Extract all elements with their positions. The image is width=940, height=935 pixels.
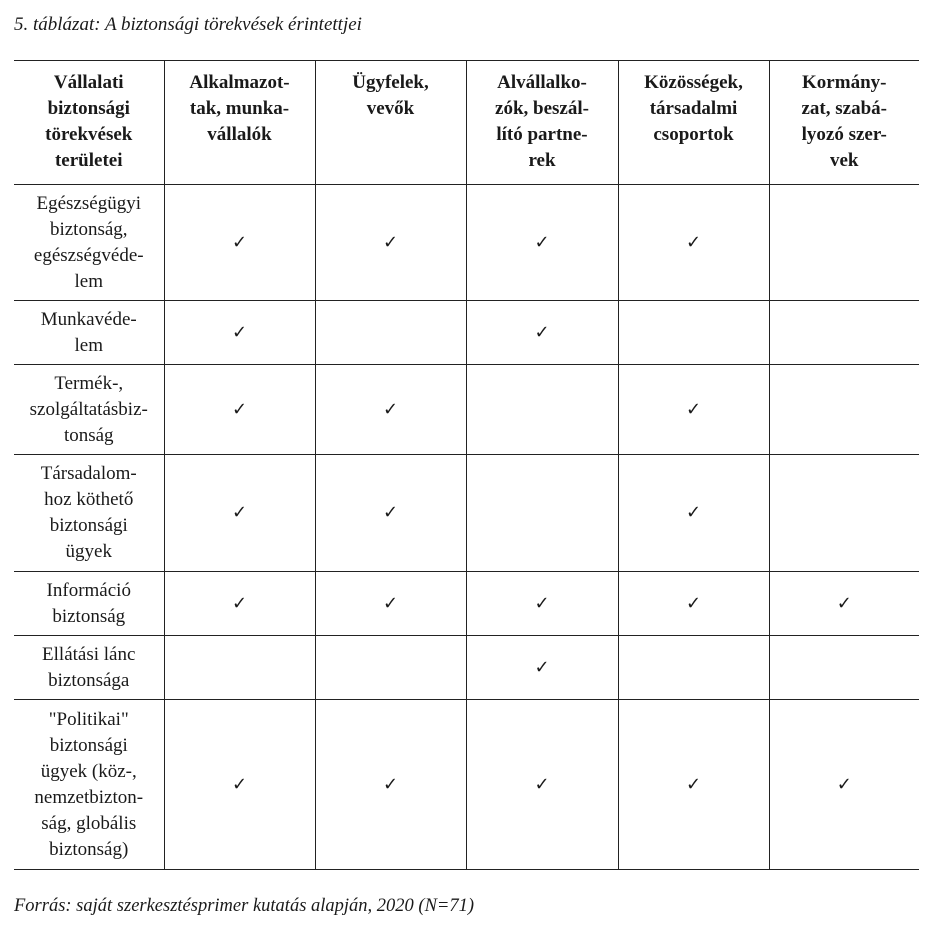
checkmark-icon: ✓ bbox=[231, 321, 248, 343]
column-header-line: vevők bbox=[366, 98, 415, 119]
column-header-line: rek bbox=[528, 150, 556, 171]
row-label-line: "Politikai" bbox=[48, 708, 129, 730]
table-cell bbox=[466, 185, 618, 301]
column-header-line: zat, szabá- bbox=[801, 98, 887, 119]
checkmark-icon: ✓ bbox=[836, 592, 852, 614]
source-note: Forrás: saját szerkesztésprimer kutatás alapján, 2020 (N=71) bbox=[14, 896, 475, 916]
table-cell bbox=[618, 700, 769, 870]
column-header-line: törekvések bbox=[45, 124, 133, 145]
row-label bbox=[14, 185, 164, 301]
table-cell bbox=[618, 185, 769, 301]
table-cell bbox=[315, 301, 466, 365]
table-cell bbox=[466, 301, 618, 365]
table-caption: 5. táblázat: A biztonsági törekvések érintettjei bbox=[14, 14, 362, 35]
table-cell bbox=[466, 636, 618, 700]
checkmark-icon: ✓ bbox=[685, 773, 702, 795]
table-cell bbox=[466, 572, 618, 636]
table-cell bbox=[618, 365, 769, 455]
checkmark-icon: ✓ bbox=[685, 231, 702, 253]
table-cell bbox=[769, 185, 919, 301]
row-label-line: ság, globális bbox=[41, 812, 137, 834]
table-body bbox=[14, 185, 919, 870]
checkmark-icon: ✓ bbox=[231, 592, 248, 614]
row-label-line: Termék-, bbox=[54, 372, 124, 394]
checkmark-icon: ✓ bbox=[382, 502, 399, 523]
checkmark-icon: ✓ bbox=[685, 502, 702, 523]
table-cell bbox=[315, 365, 466, 455]
column-header-line: Kormány- bbox=[802, 72, 887, 93]
row-label-line: ügyek (köz-, bbox=[40, 760, 137, 782]
table-cell bbox=[466, 455, 618, 572]
column-header-5 bbox=[769, 61, 919, 185]
table-cell bbox=[769, 636, 919, 700]
table-row bbox=[14, 700, 919, 870]
table-cell bbox=[769, 301, 919, 365]
column-header-line: lító partne- bbox=[496, 124, 588, 145]
checkmark-icon: ✓ bbox=[231, 231, 248, 253]
table-cell bbox=[164, 301, 315, 365]
column-header-line: Alkalmazot- bbox=[189, 72, 290, 93]
table-cell bbox=[769, 455, 919, 572]
table-row bbox=[14, 572, 919, 636]
row-label-line: Társadalom- bbox=[40, 463, 137, 484]
row-label-line: lem bbox=[74, 334, 103, 356]
row-label-line: Munkavéde- bbox=[40, 308, 137, 330]
table-cell bbox=[164, 636, 315, 700]
checkmark-icon: ✓ bbox=[231, 773, 248, 795]
row-label-line: nemzetbizton- bbox=[34, 786, 144, 808]
row-label-line: szolgáltatásbiz- bbox=[29, 398, 148, 420]
row-label-line: Ellátási lánc bbox=[42, 643, 136, 665]
table-cell bbox=[315, 636, 466, 700]
checkmark-icon: ✓ bbox=[382, 592, 399, 614]
row-label bbox=[14, 455, 164, 572]
table-cell bbox=[315, 185, 466, 301]
column-header-line: tak, munka- bbox=[189, 98, 290, 119]
checkmark-icon: ✓ bbox=[685, 592, 702, 614]
checkmark-icon: ✓ bbox=[382, 231, 399, 253]
table-cell bbox=[315, 700, 466, 870]
row-label-line: biztonsága bbox=[48, 669, 130, 691]
row-label-line: tonság bbox=[63, 424, 114, 446]
column-header-line: területei bbox=[54, 150, 123, 171]
column-header-line: csoportok bbox=[653, 124, 734, 145]
row-label-line: hoz köthető bbox=[44, 489, 134, 510]
row-label-line: Információ bbox=[46, 579, 131, 601]
table-row bbox=[14, 455, 919, 572]
table-cell bbox=[618, 455, 769, 572]
checkmark-icon: ✓ bbox=[534, 773, 550, 795]
row-label bbox=[14, 572, 164, 636]
row-label-line: biztonság) bbox=[49, 838, 129, 860]
table-cell bbox=[769, 700, 919, 870]
security-stakeholders-table bbox=[14, 60, 919, 870]
row-label bbox=[14, 301, 164, 365]
column-header-2 bbox=[315, 61, 466, 185]
column-header-line: vek bbox=[830, 150, 859, 171]
checkmark-icon: ✓ bbox=[382, 773, 399, 795]
table-cell bbox=[315, 455, 466, 572]
column-header-3 bbox=[466, 61, 618, 185]
table-cell bbox=[618, 301, 769, 365]
checkmark-icon: ✓ bbox=[231, 398, 248, 420]
row-label-line: Egészségügyi bbox=[36, 192, 141, 214]
column-header-line: lyozó szer- bbox=[801, 124, 887, 145]
table-cell bbox=[466, 365, 618, 455]
checkmark-icon: ✓ bbox=[685, 398, 702, 420]
table-cell bbox=[618, 572, 769, 636]
checkmark-icon: ✓ bbox=[534, 592, 550, 614]
table-cell bbox=[164, 455, 315, 572]
table-row bbox=[14, 636, 919, 700]
checkmark-icon: ✓ bbox=[836, 773, 852, 795]
checkmark-icon: ✓ bbox=[382, 398, 399, 420]
table-cell bbox=[164, 365, 315, 455]
table-cell bbox=[164, 572, 315, 636]
row-label-line: biztonsági bbox=[49, 515, 128, 536]
checkmark-icon: ✓ bbox=[534, 656, 550, 678]
table-cell bbox=[769, 572, 919, 636]
column-header-line: Ügyfelek, bbox=[352, 72, 429, 93]
column-header-1 bbox=[164, 61, 315, 185]
header-row bbox=[14, 61, 919, 185]
table-cell bbox=[315, 572, 466, 636]
table-cell bbox=[466, 700, 618, 870]
table-row bbox=[14, 365, 919, 455]
column-header-0 bbox=[14, 61, 164, 185]
row-label-line: biztonság, bbox=[49, 218, 128, 240]
column-header-line: vállalók bbox=[207, 124, 272, 145]
row-label-line: biztonság bbox=[52, 605, 126, 627]
row-label-line: egészségvéde- bbox=[33, 244, 144, 266]
table-cell bbox=[164, 185, 315, 301]
column-header-line: Vállalati bbox=[53, 72, 124, 93]
checkmark-icon: ✓ bbox=[534, 321, 550, 343]
row-label-line: biztonsági bbox=[49, 734, 128, 756]
column-header-line: zók, beszál- bbox=[495, 98, 589, 119]
row-label bbox=[14, 365, 164, 455]
row-label-line: lem bbox=[74, 270, 103, 292]
row-label bbox=[14, 700, 164, 870]
table-cell bbox=[618, 636, 769, 700]
table-row bbox=[14, 301, 919, 365]
table-row bbox=[14, 185, 919, 301]
column-header-line: társadalmi bbox=[649, 98, 738, 119]
column-header-line: Közösségek, bbox=[644, 72, 743, 93]
table-cell bbox=[164, 700, 315, 870]
checkmark-icon: ✓ bbox=[534, 231, 550, 253]
row-label bbox=[14, 636, 164, 700]
column-header-line: Alvállalko- bbox=[497, 72, 587, 93]
column-header-line: biztonsági bbox=[47, 98, 130, 119]
checkmark-icon: ✓ bbox=[231, 502, 248, 523]
table-cell bbox=[769, 365, 919, 455]
column-header-4 bbox=[618, 61, 769, 185]
row-label-line: ügyek bbox=[65, 541, 112, 562]
